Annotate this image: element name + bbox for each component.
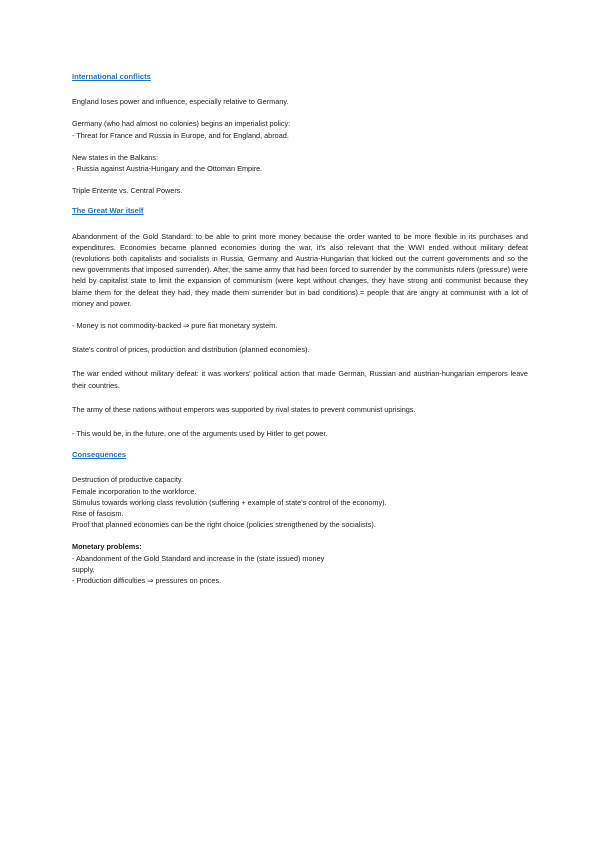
paragraph: - Money is not commodity-backed ⇒ pure fiat monetary system. — [72, 321, 278, 331]
paragraph — [72, 152, 528, 174]
paragraph: England loses power and influence, especially relative to Germany. — [72, 97, 289, 107]
paragraph: Triple Entente vs. Central Powers. — [72, 186, 183, 196]
paragraph: - This would be, in the future, one of the arguments used by Hitler to get power. — [72, 429, 328, 439]
paragraph: State's control of prices, production and distribution (planned economies). — [72, 345, 310, 355]
list-item: supply. — [72, 564, 95, 574]
paragraph: Abandonment of the Gold Standard: to be able to print more money because the order wanted to be more flexible in its purchases and expenditures. Economies became planned economies during the war, it's also relevant that the WWI ended without military defeat (revolutions both capitalists and socialists in Russia, Germany and Austria-Hungarian that kicked out the current governments and so the new governments that imposed surrender). After, the same army that had been forced to surrender by the communists rulers (pressure) were held by capitalist state to limit the expansion of communism (were kept without changes, they have strong anti communist because they blame them for the defeat they had, they made them surrender but in bad conditions).= people that are angry at communist with a lot of money and power. — [72, 231, 528, 308]
paragraph-line: - Russia against Austria-Hungary and the Ottoman Empire. — [72, 164, 263, 174]
list-item: Stimulus towards working class revolution (suffering + example of state's control of the economy). — [72, 497, 387, 507]
monetary-problems-title: Monetary problems: — [72, 542, 142, 552]
consequences-list — [72, 474, 528, 530]
paragraph: The war ended without military defeat: it was workers' political action that made German, Russian and austrian-hungarian emperors leave their countries. — [72, 369, 528, 390]
list-item: Destruction of productive capacity. — [72, 475, 183, 485]
heading-consequences[interactable]: Consequences — [72, 450, 127, 460]
list-item: Proof that planned economies can be the right choice (policies strengthened by the socialists). — [72, 520, 376, 530]
list-item: - Abandonment of the Gold Standard and increase in the (state issued) money — [72, 553, 325, 563]
list-item: Female incorporation to the workforce. — [72, 486, 197, 496]
list-item: Rise of fascism. — [72, 509, 124, 519]
heading-great-war[interactable]: The Great War itself — [72, 206, 144, 216]
document-body — [72, 71, 528, 597]
paragraph — [72, 118, 528, 140]
paragraph-line: New states in the Balkans: — [72, 152, 158, 162]
paragraph-line: Germany (who had almost no colonies) begins an imperialist policy: — [72, 119, 291, 129]
monetary-problems — [72, 541, 528, 586]
paragraph-line: - Threat for France and Russia in Europe, and for England, abroad. — [72, 130, 289, 140]
heading-international-conflicts[interactable]: International conflicts — [72, 72, 151, 81]
list-item: - Production difficulties ⇒ pressures on prices. — [72, 576, 222, 586]
paragraph: The army of these nations without emperors was supported by rival states to prevent communist uprisings. — [72, 404, 416, 414]
